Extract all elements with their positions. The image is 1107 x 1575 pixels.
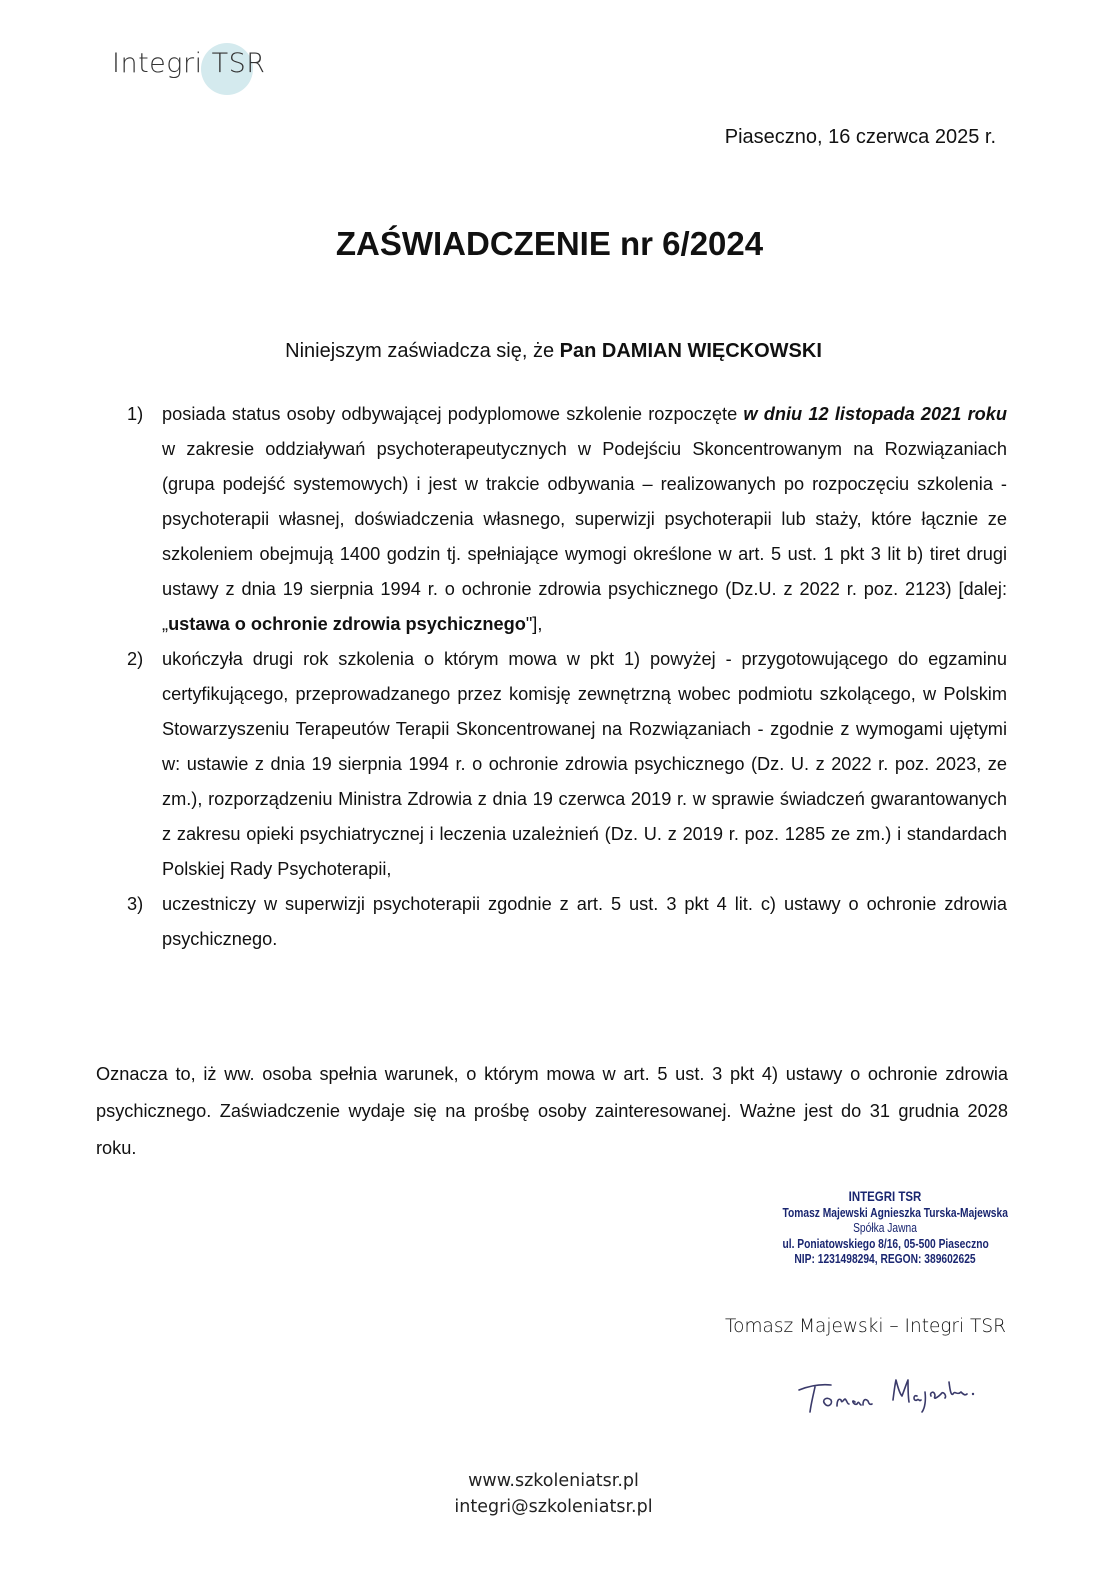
statement-item-2 — [127, 642, 1007, 887]
company-stamp — [782, 1188, 1008, 1268]
statement-item-3 — [127, 887, 1007, 957]
logo-text-integri: Integri — [112, 48, 203, 79]
signature-stroke — [853, 1400, 872, 1405]
signature-stroke — [931, 1382, 967, 1398]
place-date: Piaseczno, 16 czerwca 2025 r. — [724, 126, 996, 148]
statement-item-1 — [127, 397, 1007, 642]
intro-line — [0, 340, 1107, 363]
start-date-emphasis: w dniu 12 listopada 2021 roku — [743, 404, 1007, 424]
document-title — [0, 225, 1107, 263]
handwritten-signature — [795, 1370, 985, 1420]
item-text: posiada status osoby odbywającej podyplomowe szkolenie rozpoczęte — [162, 404, 744, 424]
stamp-partners: Tomasz Majewski Agnieszka Turska-Majewska — [782, 1205, 1008, 1220]
footer — [0, 1468, 1107, 1520]
closing-paragraph: Oznacza to, iż ww. osoba spełnia warunek, o którym mowa w art. 5 ust. 3 pkt 4) ustawy o ochronie zdrowia psychicznego. Zaświadczenie wydaje się na prośbę osoby zainteresowanej. Ważne jest do 31 grudnia 2028 roku. — [96, 1064, 1008, 1158]
signer-name: Tomasz Majewski – Integri TSR — [725, 1316, 1006, 1337]
logo-text-tsr: TSR — [211, 48, 266, 79]
item-number: 3) — [127, 894, 144, 914]
item-text: w zakresie oddziaływań psychoterapeutycznych w Podejściu Skoncentrowanym na Rozwiązaniach (grupa podejść systemowych) i jest w trakcie odbywania – realizowanych po rozpoczęciu szkolenia - psychoterapii własnej, doświadczenia własnego, superwizji psychoterapii lub staży, które łącznie ze szkoleniem obejmują 1400 godzin tj. spełniające wymogi określone w art. 5 ust. 1 pkt 3 lit b) tiret drugi ustawy z dnia 19 sierpnia 1994 r. o ochronie zdrowia psychicznego (Dz.U. z 2022 r. poz. 2123) [dalej: „ — [162, 439, 1007, 634]
stamp-company-type: Spółka Jawna — [853, 1221, 917, 1236]
signature-dot — [972, 1393, 974, 1395]
stamp-tax-ids: NIP: 1231498294, REGON: 389602625 — [794, 1252, 976, 1267]
footer-email[interactable]: integri@szkoleniatsr.pl — [454, 1497, 653, 1517]
item-number: 1) — [127, 404, 144, 424]
logo-text — [112, 48, 266, 79]
signature-stroke — [893, 1380, 909, 1402]
item-text: "], — [525, 614, 543, 634]
signature-stroke — [837, 1399, 849, 1406]
item-text: uczestniczy w superwizji psychoterapii zgodnie z art. 5 ust. 3 pkt 4 lit. c) ustawy o ochronie zdrowia psychicznego. — [162, 894, 1007, 949]
law-name-emphasis: ustawa o ochronie zdrowia psychicznego — [168, 614, 526, 634]
person-name: Pan DAMIAN WIĘCKOWSKI — [559, 340, 822, 362]
signature-stroke — [824, 1398, 832, 1405]
intro-prefix: Niniejszym zaświadcza się, że — [285, 340, 560, 362]
item-number: 2) — [127, 649, 144, 669]
item-text: ukończyła drugi rok szkolenia o którym mowa w pkt 1) powyżej - przygotowującego do egzaminu certyfikującego, przeprowadzanego przez komisję zewnętrzną wobec podmiotu szkolącego, w Polskim Stowarzyszeniu Terapeutów Terapii Skoncentrowanej na Rozwiązaniach - zgodnie z wymogami ujętymi w: ustawie z dnia 19 sierpnia 1994 r. o ochronie zdrowia psychicznego (Dz. U. z 2022 r. poz. 2023, ze zm.), rozporządzeniu Ministra Zdrowia z dnia 19 czerwca 2019 r. w sprawie świadczeń gwarantowanych z zakresu opieki psychiatrycznej i leczenia uzależnień (Dz. U. z 2019 r. poz. 1285 ze zm.) i standardach Polskiej Rady Psychoterapii, — [162, 649, 1007, 879]
footer-website[interactable]: www.szkoleniatsr.pl — [468, 1471, 639, 1491]
stamp-address: ul. Poniatowskiego 8/16, 05-500 Piaseczno — [782, 1236, 989, 1251]
statements-list — [127, 397, 1007, 957]
stamp-company-name: INTEGRI TSR — [848, 1188, 922, 1204]
signature-stroke — [914, 1392, 925, 1412]
document-title-text: ZAŚWIADCZENIE nr 6/2024 — [335, 225, 764, 262]
